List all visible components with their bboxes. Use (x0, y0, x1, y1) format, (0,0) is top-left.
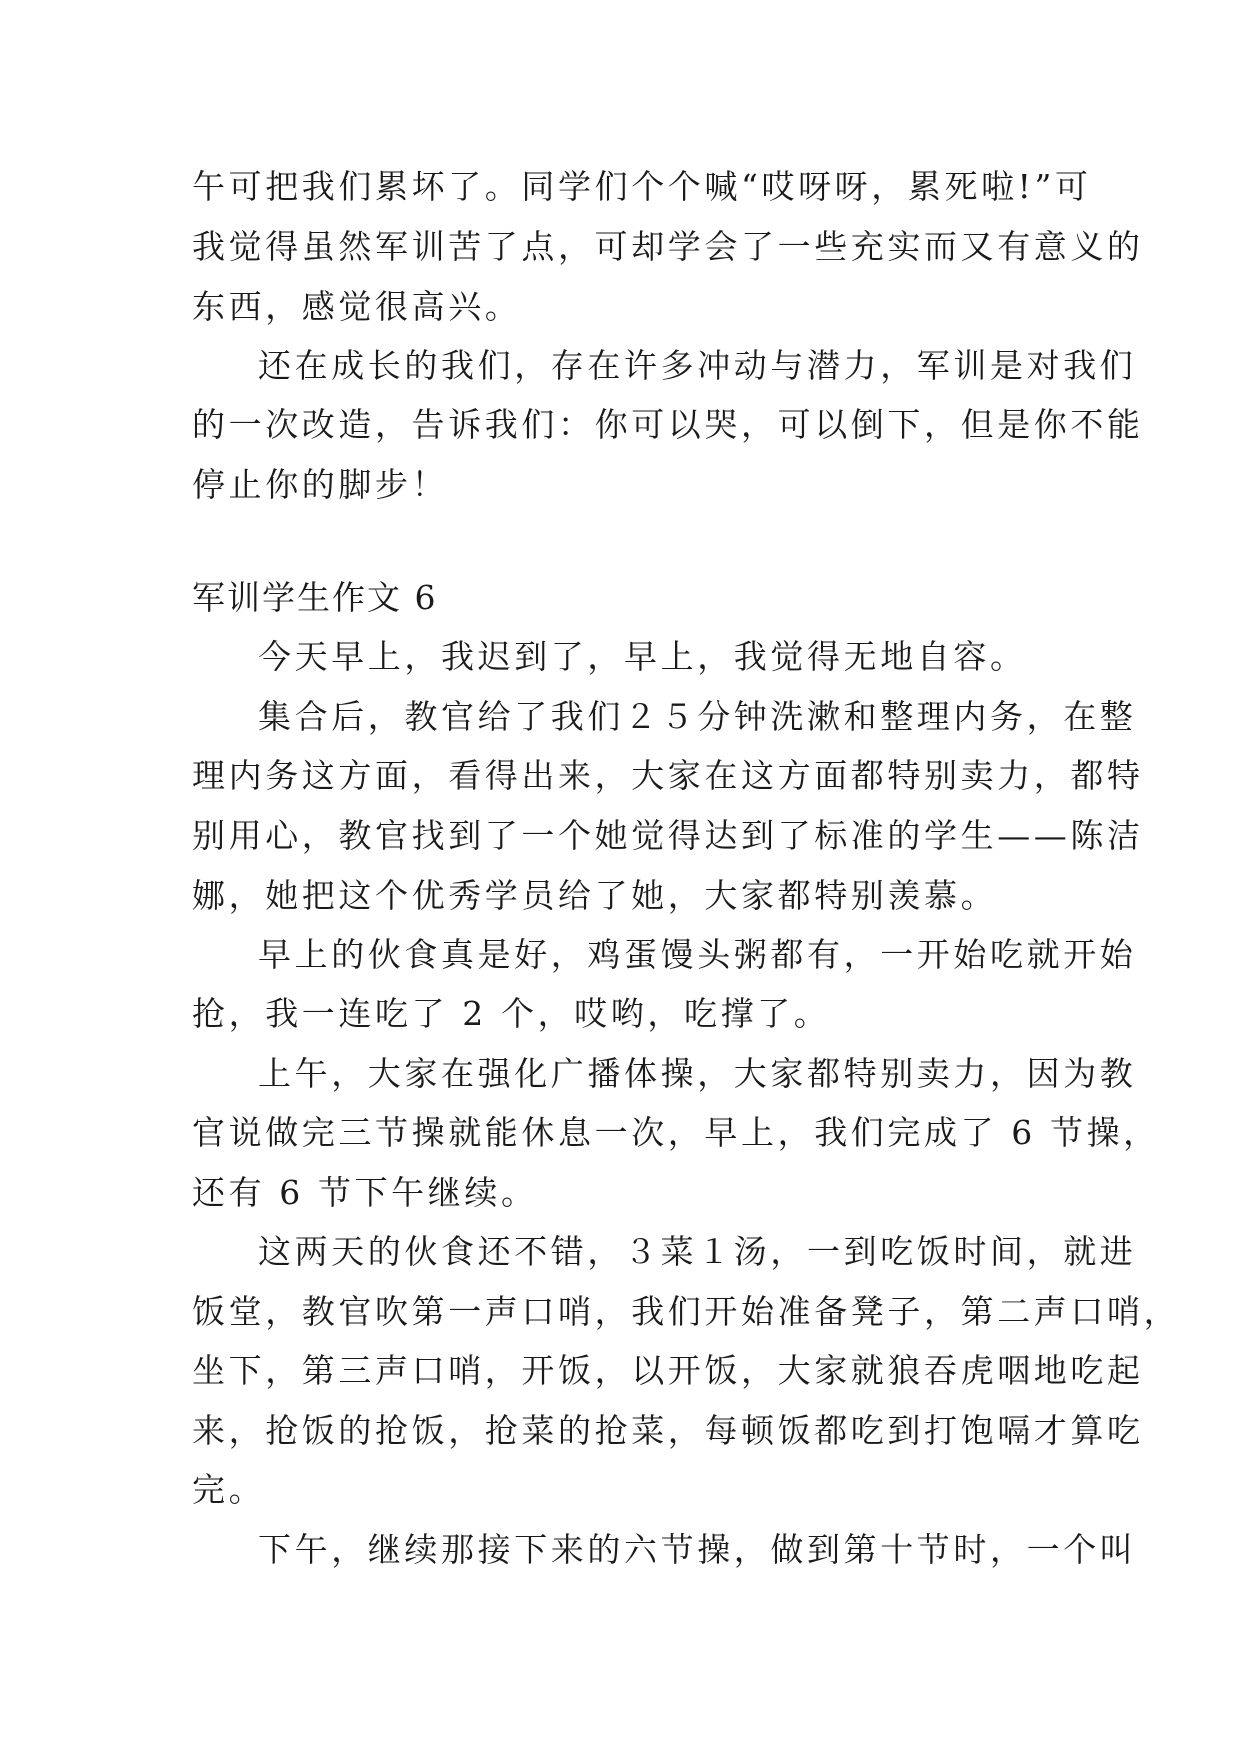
text-line: 这两天的伙食还不错，３菜１汤，一到吃饭时间，就进 (258, 1232, 1137, 1271)
text-line: 饭堂，教官吹第一声口哨，我们开始准备凳子，第二声口哨， (192, 1292, 1181, 1331)
text-line: 上午，大家在强化广播体操，大家都特别卖力，因为教 (258, 1054, 1137, 1093)
text-line: 理内务这方面，看得出来，大家在这方面都特别卖力，都特 (192, 756, 1144, 795)
text-line: 我觉得虽然军训苦了点，可却学会了一些充实而又有意义的 (192, 227, 1144, 266)
text-line: 别用心，教官找到了一个她觉得达到了标准的学生——陈洁 (192, 816, 1144, 855)
text-line: 坐下，第三声口哨，开饭，以开饭，大家就狼吞虎咽地吃起 (192, 1351, 1144, 1390)
text-line: 娜，她把这个优秀学员给了她，大家都特别羡慕。 (192, 876, 998, 915)
text-line: 停止你的脚步！ (192, 465, 449, 504)
text-line: 官说做完三节操就能休息一次，早上，我们完成了 6 节操， (192, 1113, 1160, 1152)
text-line: 来，抢饭的抢饭，抢菜的抢菜，每顿饭都吃到打饱嗝才算吃 (192, 1411, 1144, 1450)
text-line: 今天早上，我迟到了，早上，我觉得无地自容。 (258, 637, 1027, 676)
text-line: 还有 6 节下午继续。 (192, 1173, 538, 1212)
text-line: 早上的伙食真是好，鸡蛋馒头粥都有，一开始吃就开始 (258, 935, 1137, 974)
text-line: 东西，感觉很高兴。 (192, 287, 522, 326)
text-line: 集合后，教官给了我们２５分钟洗漱和整理内务，在整 (258, 697, 1137, 736)
section-heading: 军训学生作文 6 (192, 578, 438, 617)
text-line: 午可把我们累坏了。同学们个个喊“哎呀呀，累死啦!”可 (192, 167, 1092, 206)
text-line: 还在成长的我们，存在许多冲动与潜力，军训是对我们 (258, 346, 1137, 385)
text-line: 抢，我一连吃了 2 个，哎哟，吃撑了。 (192, 994, 831, 1033)
text-line: 完。 (192, 1470, 266, 1509)
text-line: 下午，继续那接下来的六节操，做到第十节时，一个叫 (258, 1530, 1137, 1569)
text-line: 的一次改造，告诉我们：你可以哭，可以倒下，但是你不能 (192, 405, 1144, 444)
